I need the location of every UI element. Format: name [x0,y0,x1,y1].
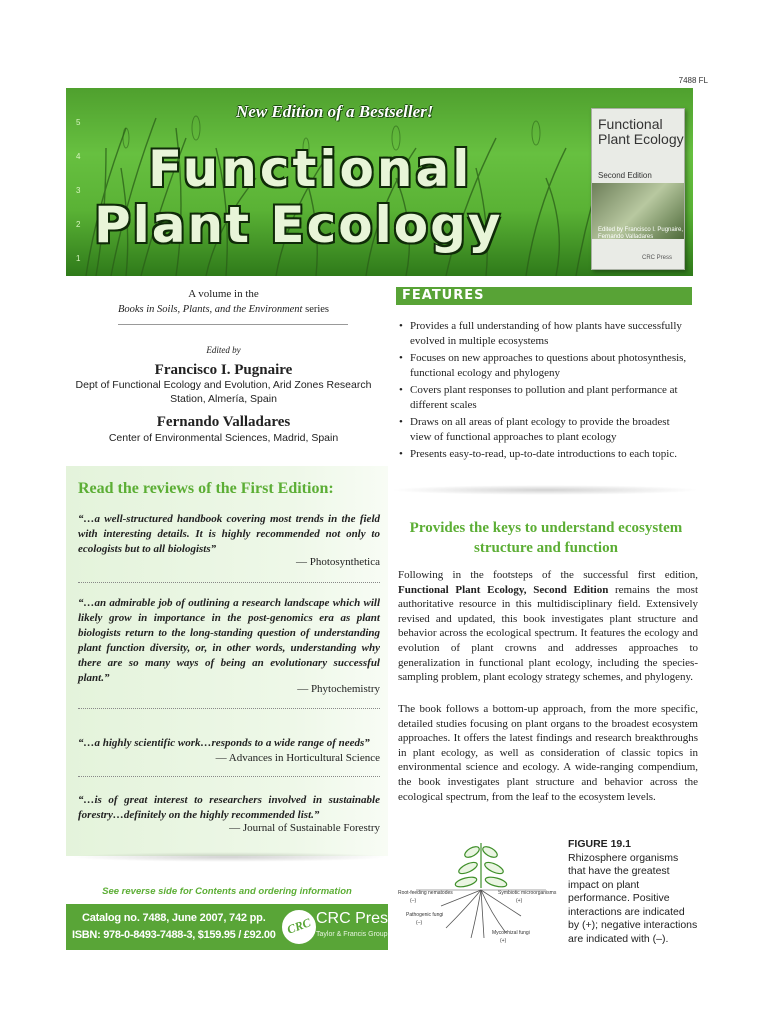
editor-2-name: Fernando Valladares [156,414,291,430]
body-paragraph-2: The book follows a bottom-up approach, from the more specific, detailed studies focusing on plant organs to the broadest ecosystem approaches. It offers the latest findings and research breakthroughs in plant ecology, as well as consideration of classic topics in environmental science and ecology. A wide-ranging compendium, the book investigates plant structure and behavior across the ecological spectrum, from the leaf to the ecosystem levels. [398,703,698,803]
feature-item: • Draws on all areas of plant ecology to provide the broadest view of functional approaches to plant ecology [398,415,690,445]
divider [118,324,348,325]
review-divider [78,708,380,709]
reverse-note: See reverse side for Contents and ordering information [102,886,352,897]
review-source: — Phytochemistry [297,683,380,695]
book-title-inline: Functional Plant Ecology, Second Edition [398,583,609,596]
figure-label: (+) [500,938,507,944]
para1-start: Following in the footsteps of the successful first edition, [398,569,698,581]
crc-logo-icon [280,908,318,946]
features-shadow [390,485,700,495]
figure-label: Root-feeding nematodes [398,890,453,896]
review-quote: “…a highly scientific work…responds to a wide range of needs” [78,737,370,749]
features-list [398,319,690,464]
ruler-mark: 4 [76,152,81,161]
book-cover-image [591,108,685,270]
cover-edition: Second Edition [598,171,652,180]
publisher-name: CRC Press [316,910,397,927]
tagline: New Edition of a Bestseller! [236,102,434,121]
figure-label: Mycorrhizal fungi [492,930,530,936]
figure-caption-text: Rhizosphere organisms that have the greatest impact on plant performance. Positive interactions are indicated by (+); negative interactions are indicated with (–). [568,851,698,945]
series-name: Books in Soils, Plants, and the Environment [117,304,303,315]
catalog-code: 7488 FL [678,76,708,85]
review-source: — Journal of Sustainable Forestry [229,822,380,834]
review-divider [78,776,380,777]
figure-number: FIGURE 19.1 [568,838,632,850]
feature-item: • Focuses on new approaches to questions about photosynthesis, functional ecology and phylogeny [398,351,690,381]
edited-by: Edited by [206,345,241,355]
title-banner [66,88,693,276]
figure-label: Pathogenic fungi [406,912,444,918]
publisher-subtitle: Taylor & Francis Group [316,931,388,938]
isbn-line: ISBN: 978-0-8493-7488-3, $159.95 / £92.00 [72,929,276,941]
feature-item: • Presents easy-to-read, up-to-date introductions to each topic. [398,447,690,462]
ruler-mark: 1 [76,254,81,263]
cover-title: Functional Plant Ecology [598,116,684,147]
crc-logo-text: CRC [285,915,313,937]
editor-1-name: Francisco I. Pugnaire [154,362,293,378]
series-line [66,304,381,315]
features-heading: FEATURES [402,288,485,303]
cover-editors: Edited by Francisco I. Pugnaire, Fernando Valladares [598,227,684,240]
editor-1-affiliation: Dept of Functional Ecology and Evolution, Arid Zones Research Station, Almería, Spain [75,379,372,405]
reviews-heading: Read the reviews of the First Edition: [78,480,334,497]
figure-label: Symbiotic microorganisms [498,890,557,896]
review-source: — Advances in Horticultural Science [215,752,380,764]
review-quote: “…an admirable job of outlining a research landscape which will likely grow in importance in the post-genomics era as plant biologists return to the long-standing question of understanding plant function diversity, or, in other words, understanding why there are so many ways of being an evolutionary successful plant.” [78,597,380,684]
figure-label: (+) [516,898,523,904]
para1-end: remains the most authoritative resource in this multidisciplinary field. Extensively revised and updated, this book investigates plant structure and behavior across the ecological spectrum. It features the ecology and evolution of plant crowns and addresses approaches to generalization in functional plant ecology, including the species-sampling problem, plant ecology strategy schemes, and phylogeny. [398,583,698,684]
features-header [396,287,692,305]
reviews-shadow [70,852,388,862]
title-line-2: Plant Ecology [94,196,503,254]
cover-publisher: CRC Press [642,255,673,261]
editor-2-affiliation: Center of Environmental Sciences, Madrid, Spain [108,432,339,444]
figure-label: (–) [410,898,417,904]
section-heading: Provides the keys to understand ecosystem structure and function [409,520,683,556]
series-suffix: series [302,304,330,315]
ruler-marks [76,106,80,276]
title-line-1: Functional [148,140,473,198]
feature-item: • Covers plant responses to pollution and plant performance at different scales [398,383,690,413]
figure-label: (–) [416,920,423,926]
review-divider [78,582,380,583]
review-quote: “…is of great interest to researchers involved in sustainable forestry…definitely on the highly recommended list.” [78,794,380,821]
review-source: — Photosynthetica [295,556,380,568]
ruler-mark: 5 [76,118,81,127]
catalog-line: Catalog no. 7488, June 2007, 742 pp. [82,912,266,924]
review-quote: “…a well-structured handbook covering most trends in the field with interesting details. It is highly recommended not only to ecologists but to all biologists” [78,513,380,555]
rhizosphere-figure [396,838,566,948]
figure-caption [568,838,698,946]
ruler-mark: 2 [76,220,81,229]
body-paragraph-1 [398,568,698,685]
volume-line: A volume in the [188,288,259,300]
feature-item: • Provides a full understanding of how plants have successfully evolved in multiple ecosystems [398,319,690,349]
ruler-mark: 3 [76,186,81,195]
